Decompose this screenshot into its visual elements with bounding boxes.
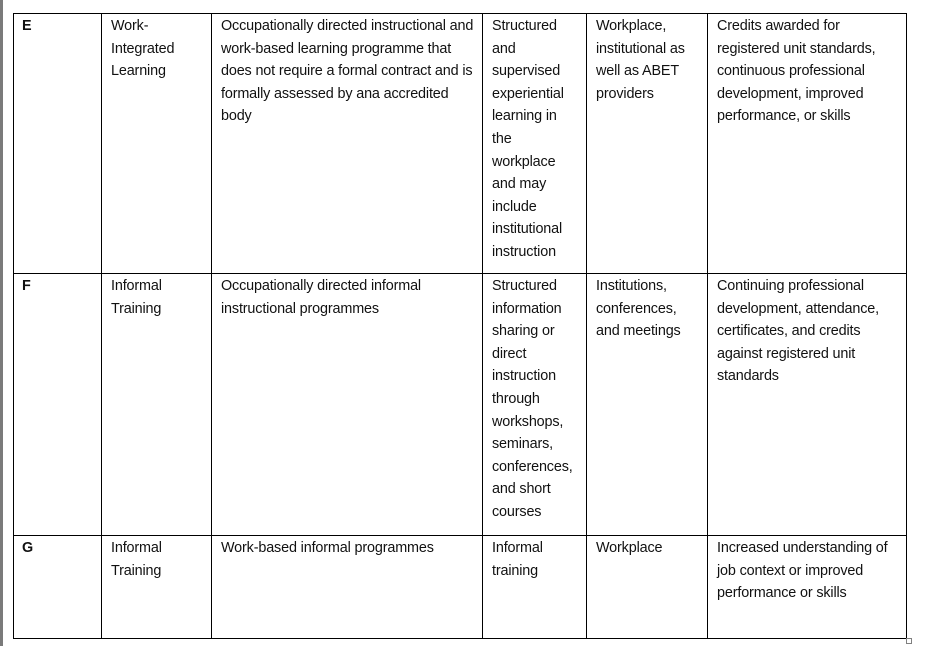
description-cell: Occupationally directed informal instructional programmes [212,274,483,536]
outcomes-cell: Credits awarded for registered unit standards, continuous professional development, improved performance, or skills [708,14,907,274]
method-cell: Structured and supervised experiential learning in the workplace and may include institutional instruction [483,14,587,274]
method-cell: Structured information sharing or direct instruction through workshops, seminars, conferences, and short courses [483,274,587,536]
providers-cell: Workplace, institutional as well as ABET providers [587,14,708,274]
description-cell: Occupationally directed instructional and work-based learning programme that does not require a formal contract and is formally assessed by ana accredited body [212,14,483,274]
learning-programmes-table [13,13,907,639]
table-row [14,14,907,274]
providers-cell: Institutions, conferences, and meetings [587,274,708,536]
outcomes-cell: Continuing professional development, attendance, certificates, and credits against registered unit standards [708,274,907,536]
row-code-cell: E [14,14,102,274]
method-cell: Informal training [483,536,587,639]
programme-name-cell: Work-Integrated Learning [102,14,212,274]
programme-name-cell: Informal Training [102,274,212,536]
table-row [14,274,907,536]
programme-name-cell: Informal Training [102,536,212,639]
row-code-cell: G [14,536,102,639]
description-cell: Work-based informal programmes [212,536,483,639]
providers-cell: Workplace [587,536,708,639]
table-row [14,536,907,639]
page-edge [0,0,3,646]
row-code-cell: F [14,274,102,536]
table-resize-handle[interactable] [906,638,912,644]
outcomes-cell: Increased understanding of job context or improved performance or skills [708,536,907,639]
